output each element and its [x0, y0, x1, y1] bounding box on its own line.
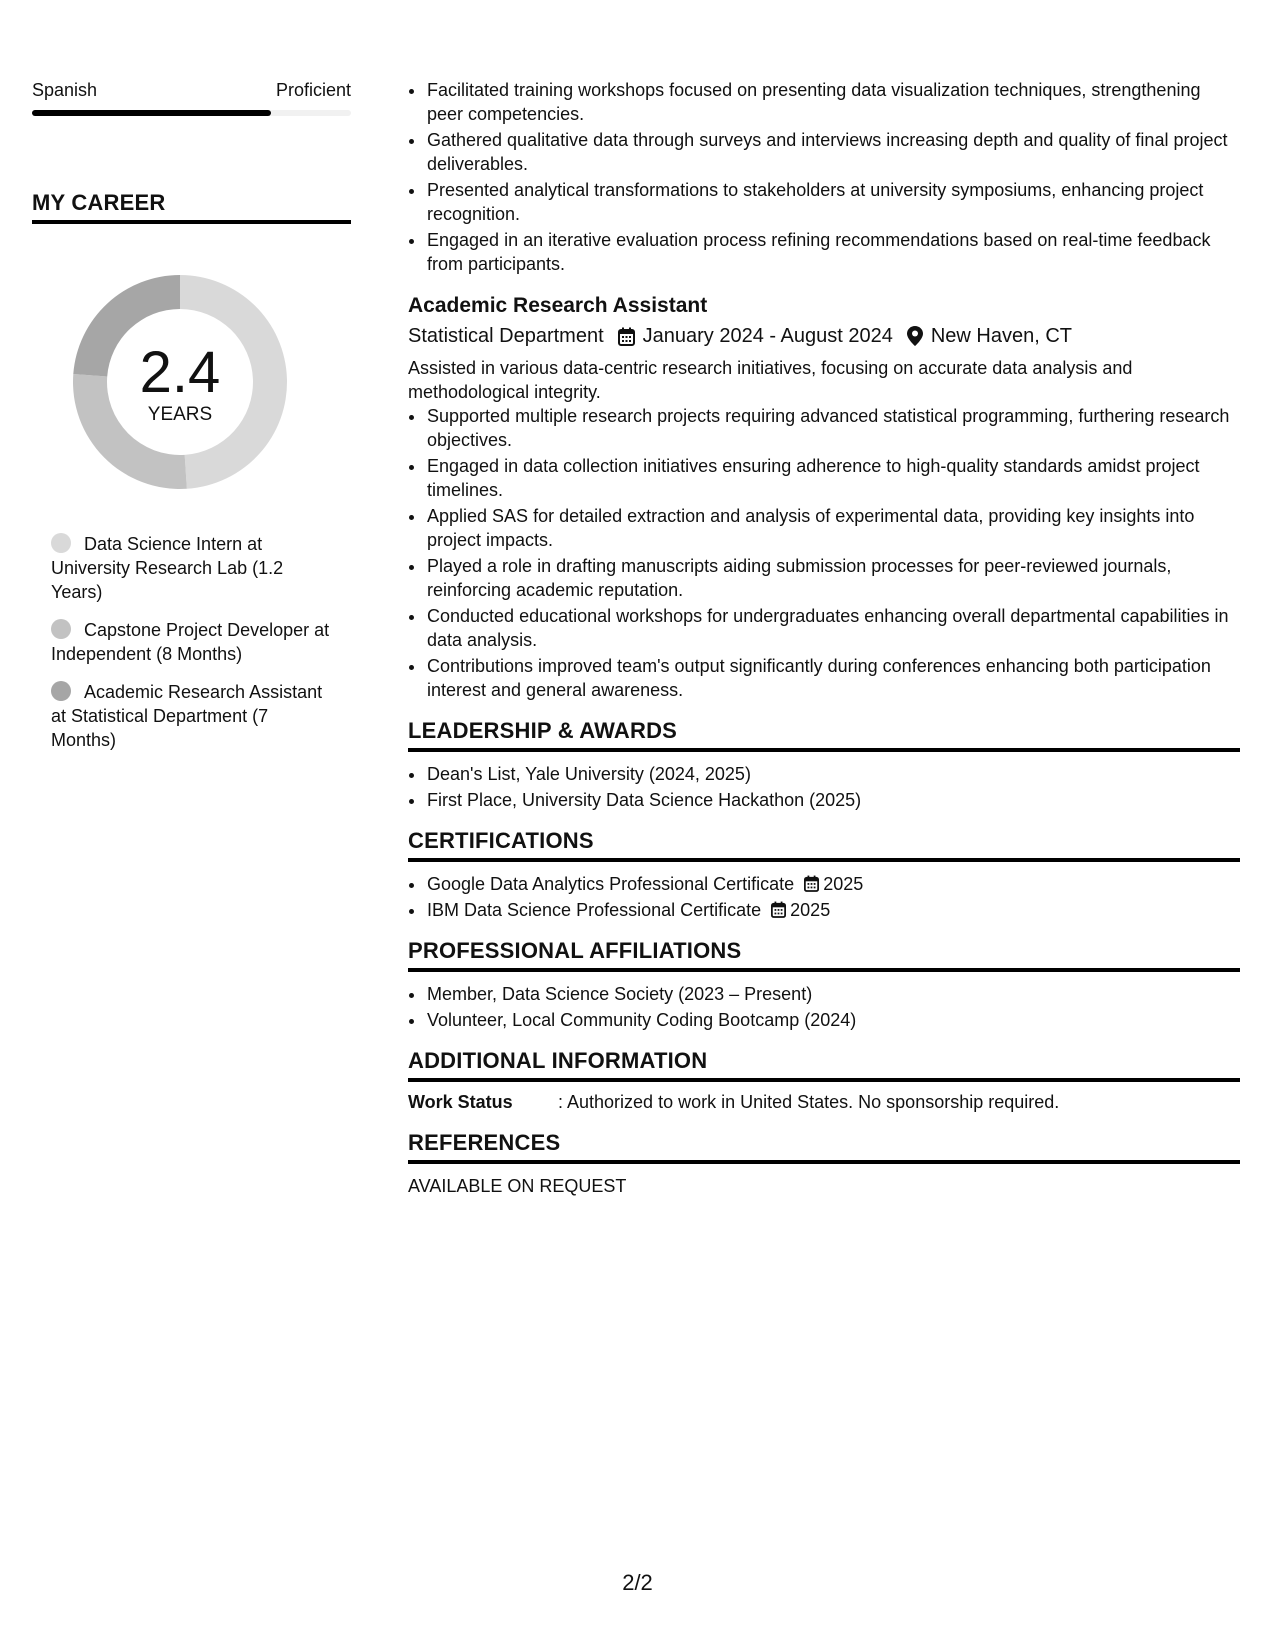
affiliations-section: [408, 938, 1240, 1032]
list-item: • Gathered qualitative data through surveys and interviews increasing depth and quality of final project deliverables.: [426, 128, 1240, 176]
calendar-icon: [771, 901, 786, 918]
list-item: • Played a role in drafting manuscripts aiding submission processes for peer-reviewed journals, reinforcing academic reputation.: [426, 554, 1240, 602]
list-item: [426, 898, 1240, 922]
job-entry: [408, 292, 1240, 702]
language-level-bar: [32, 110, 351, 116]
list-item: • Conducted educational workshops for undergraduates enhancing overall departmental capabilities in data analysis.: [426, 604, 1240, 652]
career-total-years: 2.4: [139, 340, 221, 405]
references-title: REFERENCES: [408, 1130, 1240, 1164]
affiliations-title: PROFESSIONAL AFFILIATIONS: [408, 938, 1240, 972]
legend-item: [51, 618, 331, 666]
work-status-label: Work Status: [408, 1092, 513, 1112]
job-title: Academic Research Assistant: [408, 294, 708, 317]
language-name: Spanish: [32, 80, 98, 100]
certification-year: 2025: [790, 900, 831, 920]
legend-dot-2: [51, 681, 71, 701]
references-section: [408, 1130, 1240, 1198]
list-item: • Presented analytical transformations to stakeholders at university symposiums, enhancing project recognition.: [426, 178, 1240, 226]
location-pin-icon: [907, 326, 923, 346]
language-level-fill: [32, 110, 271, 116]
calendar-icon: [804, 875, 819, 892]
list-item: • Facilitated training workshops focused on presenting data visualization techniques, strengthening peer competencies.: [426, 78, 1240, 126]
list-item: • Contributions improved team's output significantly during conferences enhancing both participation interest and general awareness.: [426, 654, 1240, 702]
legend-label: Capstone Project Developer at Independent (8 Months): [51, 620, 330, 664]
list-item: • Engaged in an iterative evaluation process refining recommendations based on real-time feedback from participants.: [426, 228, 1240, 276]
certification-year: 2025: [823, 874, 864, 894]
certifications-title: CERTIFICATIONS: [408, 828, 1240, 862]
list-item: [426, 872, 1240, 896]
certification-name: Google Data Analytics Professional Certificate: [427, 874, 795, 894]
leadership-section: [408, 718, 1240, 812]
list-item: • Volunteer, Local Community Coding Bootcamp (2024): [426, 1008, 1240, 1032]
job-location: New Haven, CT: [930, 325, 1072, 347]
list-item: • Member, Data Science Society (2023 – Present): [426, 982, 1240, 1006]
legend-dot-1: [51, 619, 71, 639]
main-content: [408, 78, 1240, 1198]
legend-label: Academic Research Assistant at Statistical Department (7 Months): [51, 682, 323, 750]
calendar-icon: [618, 327, 635, 346]
list-item: • Engaged in data collection initiatives ensuring adherence to high-quality standards amidst project timelines.: [426, 454, 1240, 502]
work-status-value: : Authorized to work in United States. No sponsorship required.: [558, 1092, 1060, 1112]
leadership-title: LEADERSHIP & AWARDS: [408, 718, 1240, 752]
certification-name: IBM Data Science Professional Certificate: [427, 900, 762, 920]
certifications-section: [408, 828, 1240, 922]
additional-info-section: [408, 1048, 1240, 1114]
list-item: • Applied SAS for detailed extraction and analysis of experimental data, providing key insights into project impacts.: [426, 504, 1240, 552]
legend-label: Data Science Intern at University Research Lab (1.2 Years): [51, 534, 284, 602]
sidebar: [32, 78, 351, 766]
legend-item: [51, 532, 331, 604]
job-bullets: [408, 404, 1240, 702]
page-number: 2/2: [622, 1570, 653, 1595]
job-description: Assisted in various data-centric research initiatives, focusing on accurate data analysis and methodological integrity.: [408, 358, 1133, 402]
list-item: • Dean's List, Yale University (2024, 2025): [426, 762, 1240, 786]
previous-job-bullets: [408, 78, 1240, 276]
legend-dot-0: [51, 533, 71, 553]
career-legend: [51, 532, 331, 752]
language-level: Proficient: [275, 80, 351, 100]
list-item: • First Place, University Data Science Hackathon (2025): [426, 788, 1240, 812]
legend-item: [51, 680, 331, 752]
references-text: AVAILABLE ON REQUEST: [408, 1176, 627, 1196]
career-donut-chart: [66, 268, 294, 496]
job-dates: January 2024 - August 2024: [642, 325, 893, 347]
additional-info-title: ADDITIONAL INFORMATION: [408, 1048, 1240, 1082]
career-total-unit: YEARS: [147, 404, 213, 425]
career-section-title: MY CAREER: [32, 190, 351, 224]
language-skill: [32, 78, 351, 116]
list-item: • Supported multiple research projects requiring advanced statistical programming, furthering research objectives.: [426, 404, 1240, 452]
job-company: Statistical Department: [408, 325, 604, 347]
